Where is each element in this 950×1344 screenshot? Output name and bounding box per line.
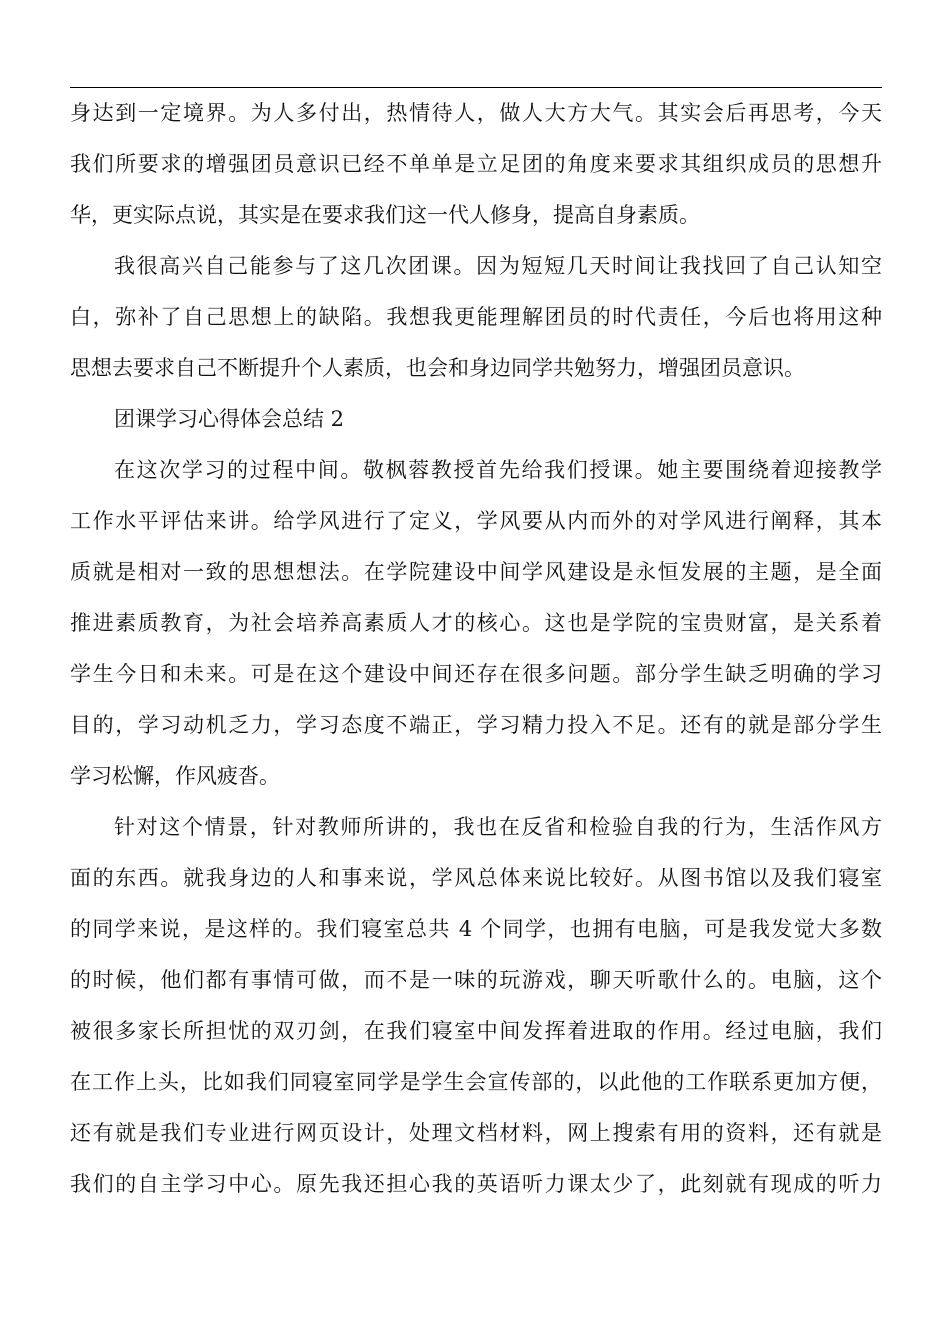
text-line: 面的东西。就我身边的人和事来说，学风总体来说比较好。从图书馆以及我们寝室: [70, 866, 882, 890]
text-line: 的同学来说，是这样的。我们寝室总共 4 个同学，也拥有电脑，可是我发觉大多数: [70, 917, 882, 941]
text-line: 白，弥补了自己思想上的缺陷。我想我更能理解团员的时代责任，今后也将用这种: [70, 305, 882, 329]
text-line: 学习松懈，作风疲沓。: [70, 764, 280, 788]
paragraph-first-line: 针对这个情景，针对教师所讲的，我也在反省和检验自我的行为，生活作风方: [114, 815, 882, 839]
section-heading: 团课学习心得体会总结 2: [114, 407, 345, 431]
text-line: 推进素质教育，为社会培养高素质人才的核心。这也是学院的宝贵财富，是关系着: [70, 611, 882, 635]
text-line: 还有就是我们专业进行网页设计，处理文档材料，网上搜索有用的资料，还有就是: [70, 1121, 882, 1145]
text-line: 学生今日和未来。可是在这个建设中间还存在很多问题。部分学生缺乏明确的学习: [70, 662, 882, 686]
text-line: 华，更实际点说，其实是在要求我们这一代人修身，提高自身素质。: [70, 203, 700, 227]
paragraph-first-line: 在这次学习的过程中间。敬枫蓉教授首先给我们授课。她主要围绕着迎接教学: [114, 458, 882, 482]
text-line: 工作水平评估来讲。给学风进行了定义，学风要从内而外的对学风进行阐释，其本: [70, 509, 882, 533]
text-line: 质就是相对一致的思想想法。在学院建设中间学风建设是永恒发展的主题，是全面: [70, 560, 882, 584]
text-line: 在工作上头，比如我们同寝室同学是学生会宣传部的，以此他的工作联系更加方便，: [70, 1070, 882, 1094]
text-line: 被很多家长所担忧的双刃剑，在我们寝室中间发挥着进取的作用。经过电脑，我们: [70, 1019, 882, 1043]
text-line: 的时候，他们都有事情可做，而不是一味的玩游戏，聊天听歌什么的。电脑，这个: [70, 968, 882, 992]
paragraph-first-line: 我很高兴自己能参与了这几次团课。因为短短几天时间让我找回了自己认知空: [114, 254, 882, 278]
text-line: 身达到一定境界。为人多付出，热情待人，做人大方大气。其实会后再思考，今天: [70, 101, 882, 125]
header-rule: [70, 87, 882, 88]
text-line: 思想去要求自己不断提升个人素质，也会和身边同学共勉努力，增强团员意识。: [70, 356, 805, 380]
text-line: 我们的自主学习中心。原先我还担心我的英语听力课太少了，此刻就有现成的听力: [70, 1172, 882, 1196]
text-line: 目的，学习动机乏力，学习态度不端正，学习精力投入不足。还有的就是部分学生: [70, 713, 882, 737]
text-line: 我们所要求的增强团员意识已经不单单是立足团的角度来要求其组织成员的思想升: [70, 152, 882, 176]
